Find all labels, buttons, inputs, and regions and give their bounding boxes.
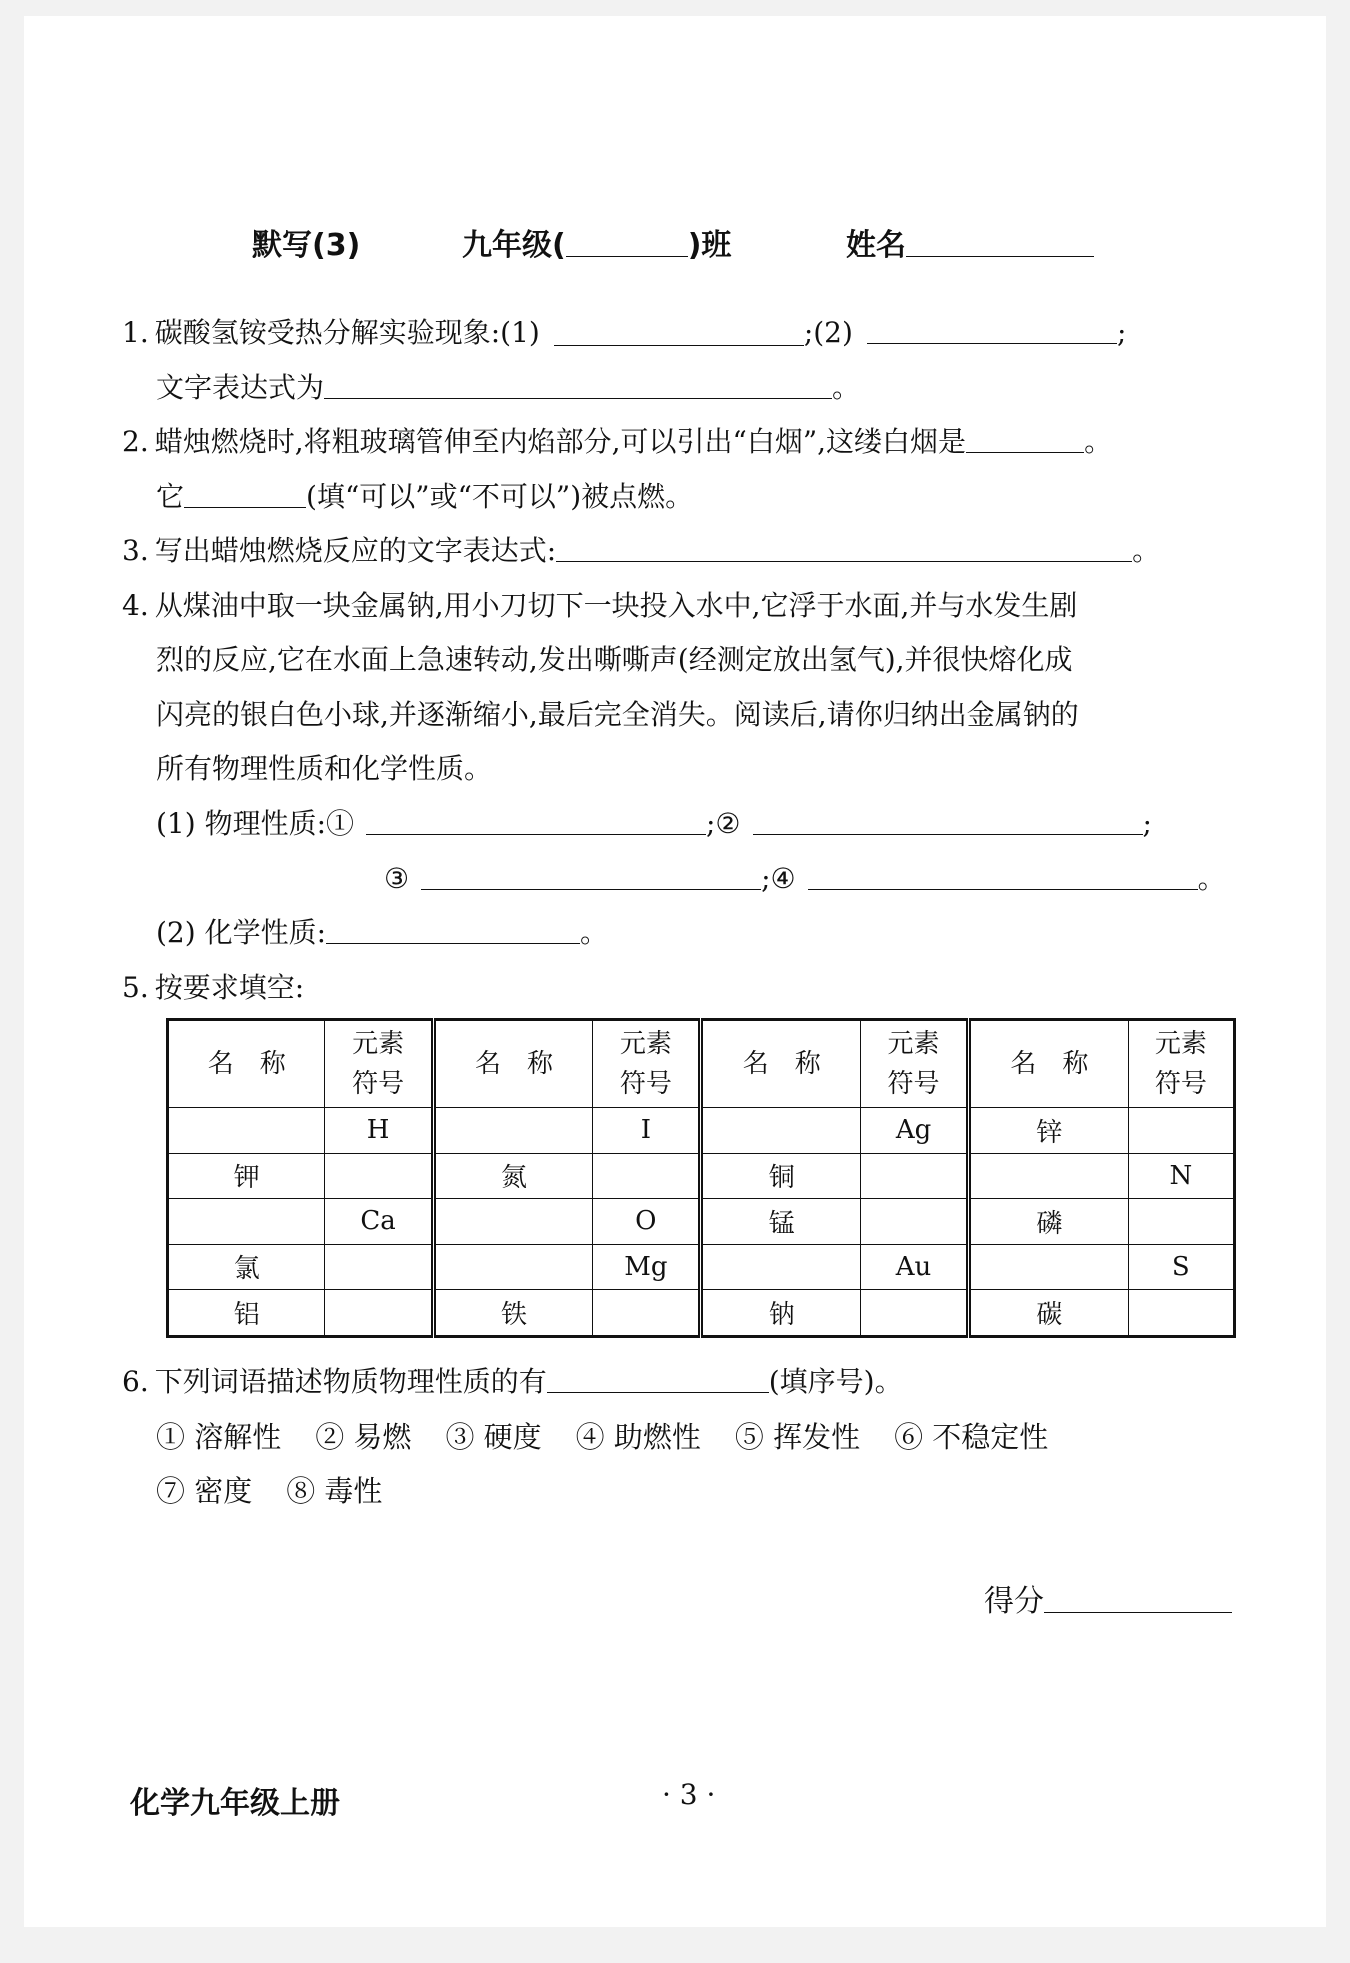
- header-symbol-cell: 元素 符号: [325, 1020, 433, 1108]
- q3-text: 写出蜡烛燃烧反应的文字表达式:: [154, 534, 557, 567]
- q6-blank[interactable]: [547, 1362, 769, 1393]
- header-name-cell: 名 称: [701, 1020, 860, 1108]
- q4-end-1: ;: [1142, 807, 1152, 840]
- table-row: [168, 1244, 1235, 1290]
- q4-physical-blank-1[interactable]: [366, 804, 706, 835]
- q6-option: ⑥ 不稳定性: [894, 1420, 1049, 1454]
- book-title: 化学九年级上册: [130, 1786, 340, 1821]
- table-cell[interactable]: [325, 1290, 433, 1337]
- table-cell[interactable]: [969, 1244, 1128, 1290]
- q1-number: 1.: [122, 316, 149, 349]
- table-cell[interactable]: H: [325, 1108, 433, 1154]
- name-blank[interactable]: [906, 226, 1094, 257]
- q4-end-2: 。: [1197, 862, 1226, 895]
- q4-chemical-label: (2) 化学性质:: [156, 916, 326, 949]
- table-cell[interactable]: 氮: [433, 1153, 592, 1199]
- table-cell[interactable]: [593, 1153, 701, 1199]
- table-cell[interactable]: [969, 1153, 1128, 1199]
- table-cell[interactable]: 碳: [969, 1290, 1128, 1337]
- page-number: · 3 ·: [662, 1778, 716, 1811]
- header-symbol-cell: 元素 符号: [860, 1020, 968, 1108]
- question-3: [122, 531, 1160, 571]
- table-cell[interactable]: 铜: [701, 1153, 860, 1199]
- q4-physical-blank-4[interactable]: [808, 859, 1198, 890]
- header-symbol-cell: 元素 符号: [1128, 1020, 1234, 1108]
- q4-paragraph-line: 从煤油中取一块金属钠,用小刀切下一块投入水中,它浮于水面,并与水发生剧: [154, 589, 1078, 622]
- q5-number: 5.: [122, 971, 149, 1004]
- table-cell[interactable]: 锌: [969, 1108, 1128, 1154]
- table-cell[interactable]: 钾: [168, 1153, 325, 1199]
- table-header-row: [168, 1020, 1235, 1108]
- q6-end: (填序号)。: [768, 1365, 903, 1398]
- table-cell[interactable]: [701, 1244, 860, 1290]
- table-cell[interactable]: [593, 1290, 701, 1337]
- class-field: [462, 220, 731, 264]
- header-name-cell: 名 称: [433, 1020, 592, 1108]
- table-row: [168, 1290, 1235, 1337]
- table-cell[interactable]: 磷: [969, 1199, 1128, 1245]
- q4-physical-row-2: [384, 859, 1226, 899]
- table-cell[interactable]: [168, 1108, 325, 1154]
- table-cell[interactable]: Ca: [325, 1199, 433, 1245]
- q4-chemical-row: [156, 913, 608, 953]
- q1-expression-label: 文字表达式为: [156, 371, 325, 404]
- q3-blank[interactable]: [556, 531, 1132, 562]
- table-row: [168, 1108, 1235, 1154]
- question-2-line-2: [156, 477, 693, 517]
- question-4-line-1: [122, 586, 1077, 626]
- dictation-title: 默写(3): [252, 228, 361, 263]
- q6-number: 6.: [122, 1365, 149, 1398]
- q4-physical-blank-3[interactable]: [421, 859, 761, 890]
- q2-end: 。: [1084, 425, 1113, 458]
- grade-suffix: )班: [687, 228, 732, 263]
- q5-text: 按要求填空:: [154, 971, 305, 1004]
- table-cell[interactable]: 铁: [433, 1290, 592, 1337]
- q4-paragraph-line: 烈的反应,它在水面上急速转动,发出嘶嘶声(经测定放出氢气),并很快熔化成: [156, 643, 1073, 676]
- q4-paragraph-line: 闪亮的银白色小球,并逐渐缩小,最后完全消失。阅读后,请你归纳出金属钠的: [156, 698, 1079, 731]
- q6-option: ① 溶解性: [156, 1420, 282, 1454]
- q4-number: 4.: [122, 589, 149, 622]
- q2-line2-rest: (填“可以”或“不可以”)被点燃。: [306, 480, 694, 513]
- q1-end: ;: [1116, 316, 1127, 349]
- q4-chemical-end: 。: [580, 916, 609, 949]
- table-cell[interactable]: 氯: [168, 1244, 325, 1290]
- table-cell[interactable]: [1128, 1199, 1234, 1245]
- q4-sep-4: ;④: [761, 862, 796, 895]
- table-cell[interactable]: 钠: [701, 1290, 860, 1337]
- q1-expression-blank[interactable]: [324, 368, 832, 399]
- table-cell[interactable]: Au: [860, 1244, 968, 1290]
- q6-options-row-2: [156, 1471, 382, 1511]
- q6-option: ④ 助燃性: [575, 1420, 701, 1454]
- table-cell[interactable]: O: [593, 1199, 701, 1245]
- q4-physical-row-1: [156, 804, 1152, 844]
- table-cell[interactable]: [1128, 1290, 1234, 1337]
- header-name-cell: 名 称: [969, 1020, 1128, 1108]
- table-cell[interactable]: [1128, 1108, 1234, 1154]
- element-table: [166, 1018, 1236, 1338]
- table-cell[interactable]: N: [1128, 1153, 1234, 1199]
- q2-text: 蜡烛燃烧时,将粗玻璃管伸至内焰部分,可以引出“白烟”,这缕白烟是: [154, 425, 967, 458]
- table-cell[interactable]: [860, 1199, 968, 1245]
- table-cell[interactable]: Mg: [593, 1244, 701, 1290]
- table-cell[interactable]: I: [593, 1108, 701, 1154]
- table-cell[interactable]: [433, 1199, 592, 1245]
- table-cell[interactable]: S: [1128, 1244, 1234, 1290]
- table-cell[interactable]: [168, 1199, 325, 1245]
- q6-text: 下列词语描述物质物理性质的有: [154, 1365, 547, 1398]
- table-cell[interactable]: [433, 1108, 592, 1154]
- table-cell[interactable]: [860, 1153, 968, 1199]
- q6-option: ③ 硬度: [445, 1420, 542, 1454]
- q1-line2-end: 。: [832, 371, 861, 404]
- table-cell[interactable]: [860, 1290, 968, 1337]
- q2-blank-2[interactable]: [184, 477, 306, 508]
- q4-chemical-blank[interactable]: [326, 913, 580, 944]
- q2-blank-1[interactable]: [966, 422, 1084, 453]
- table-cell[interactable]: [701, 1108, 860, 1154]
- question-6: [122, 1362, 903, 1402]
- table-cell[interactable]: 锰: [701, 1199, 860, 1245]
- q6-option: ⑦ 密度: [156, 1474, 253, 1508]
- table-cell[interactable]: [325, 1244, 433, 1290]
- table-row: [168, 1153, 1235, 1199]
- score-blank[interactable]: [1044, 1582, 1232, 1613]
- q1-text: 碳酸氢铵受热分解实验现象:(1): [154, 316, 540, 349]
- question-1-line-1: [122, 313, 1126, 353]
- q1-blank-1[interactable]: [554, 315, 804, 346]
- score-field: [984, 1582, 1232, 1622]
- name-label: 姓名: [846, 228, 906, 263]
- question-1-line-2: [156, 368, 860, 408]
- score-label: 得分: [984, 1584, 1044, 1619]
- q2-line2-start: 它: [156, 480, 185, 513]
- q2-number: 2.: [122, 425, 149, 458]
- q1-sep: ;(2): [803, 316, 853, 349]
- header-symbol-cell: 元素 符号: [593, 1020, 701, 1108]
- q3-number: 3.: [122, 534, 149, 567]
- q4-physical-label: (1) 物理性质:①: [156, 807, 354, 840]
- table-cell[interactable]: 铝: [168, 1290, 325, 1337]
- worksheet-page: [24, 16, 1326, 1927]
- q6-option: ⑧ 毒性: [286, 1474, 383, 1508]
- q6-options-row-1: [156, 1417, 1048, 1457]
- q3-end: 。: [1132, 534, 1161, 567]
- table-cell[interactable]: Ag: [860, 1108, 968, 1154]
- question-2-line-1: [122, 422, 1112, 462]
- q4-circle-3: ③: [384, 862, 410, 895]
- q4-physical-blank-2[interactable]: [753, 804, 1143, 835]
- q4-sep-2: ;②: [706, 807, 741, 840]
- class-blank[interactable]: [566, 226, 688, 257]
- table-cell[interactable]: [325, 1153, 433, 1199]
- table-cell[interactable]: [433, 1244, 592, 1290]
- question-5: [122, 968, 304, 1008]
- q1-blank-2[interactable]: [867, 313, 1117, 344]
- grade-prefix: 九年级(: [462, 228, 566, 263]
- q6-option: ② 易燃: [315, 1420, 412, 1454]
- table-row: [168, 1199, 1235, 1245]
- header-name-cell: 名 称: [168, 1020, 325, 1108]
- q4-paragraph-line: 所有物理性质和化学性质。: [156, 752, 493, 785]
- q6-option: ⑤ 挥发性: [734, 1420, 861, 1454]
- name-field: [846, 220, 1094, 264]
